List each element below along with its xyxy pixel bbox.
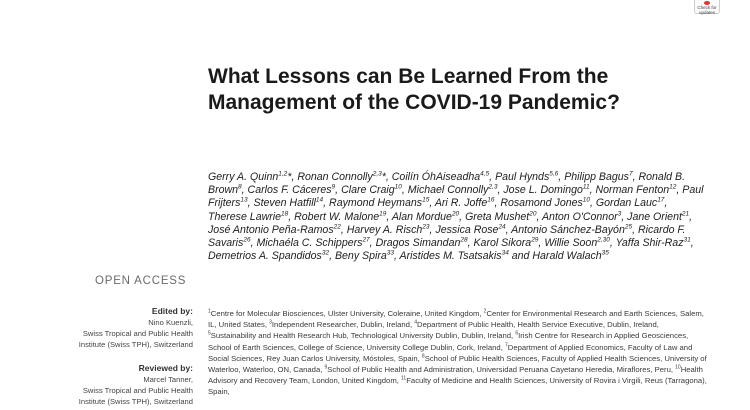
author-name[interactable]: José Antonio Peña-Ramos	[208, 223, 334, 236]
author-name[interactable]: Yaffa Shir-Raz	[615, 237, 684, 250]
author-name[interactable]: Beny Spira	[334, 250, 387, 263]
author-name[interactable]: Philipp Bagus	[564, 171, 629, 183]
author-affiliation-ref: 5,6	[549, 170, 559, 178]
affiliation-number: 6	[515, 330, 519, 337]
reviewer-institution-line-2: Institute (Swiss TPH), Switzerland	[78, 397, 193, 407]
author-affiliation-ref: 20	[529, 210, 537, 218]
affiliation-text: Department of Applied Economics, Faculty of Law and Social Sciences, Rey Juan Carlos University, Móstoles, Spain,	[208, 342, 693, 363]
author-affiliation-ref: 2,30	[597, 236, 610, 244]
affiliation-number: 8	[421, 353, 425, 360]
author-name[interactable]: Coilín ÓhAiseadha	[391, 171, 481, 183]
author-list: Gerry A. Quinn$^{1,2}$*, Ronan Connolly$^{2,3}$*, Coilín ÓhAiseadha$^{4,5}$, Paul Hynds$^{5,6}$, Philipp Bagus$^7$, Ronald B. Brown$^8$, Carlos F. Cáceres$^9$, Clare Craig$^{10}$, Michael Connolly$^{2,3}$, Jose L. Domingo$^{11}$, Norman Fenton$^{12}$, Paul Frijters$^{13}$, Steven Hatfill$^{14}$, Raymond Heymans$^{15}$, Ari R. Joffe$^{16}$, Rosamond Jones$^{10}$, Gordan Lauc$^{17}$, Therese Lawrie$^{18}$, Robert W. Malone$^{19}$, Alan Mordue$^{20}$, Greta Mushet$^{20}$, Anton O'Connor$^3$, Jane Orient$^{21}$, José Antonio Peña-Ramos$^{22}$, Harvey A. Risch$^{23}$, Jessica Rose$^{24}$, Antonio Sánchez-Bayón$^{25}$, Ricardo F. Savaris$^{26}$, Michaéla C. Schippers$^{27}$, Dragos Simandan$^{28}$, Karol Sikora$^{29}$, Willie Soon$^{2,30}$, Yaffa Shir-Raz$^{31}$, Demetrios A. Spandidos$^{32}$, Beny Spira$^{33}$, Aristides M. Tsatsakis$^{34}$ and Harald Walach$^{35}$	[208, 170, 704, 263]
author-affiliation-ref: 16	[487, 196, 495, 204]
author-name[interactable]: Raymond Heymans	[329, 197, 423, 210]
editor-institution-line-1: Swiss Tropical and Public Health	[82, 329, 193, 339]
author-affiliation-ref: 9	[331, 183, 336, 191]
author-affiliation-ref: 17	[657, 196, 665, 204]
author-affiliation-ref: 2,3	[488, 183, 498, 191]
author-name[interactable]: Paul Frijters	[208, 184, 704, 210]
author-name[interactable]: Greta Mushet	[465, 210, 530, 223]
editor-institution-line-2: Institute (Swiss TPH), Switzerland	[78, 340, 193, 350]
author-name[interactable]: Clare Craig	[341, 184, 395, 197]
author-affiliation-ref: 12	[669, 183, 677, 191]
author-affiliation-ref: 20	[451, 210, 460, 218]
author-name[interactable]: Aristides M. Tsatsakis	[399, 250, 502, 263]
author-affiliation-ref: 18	[281, 210, 289, 218]
check-for-updates-badge[interactable]	[694, 0, 720, 14]
author-name[interactable]: Michael Connolly	[407, 184, 489, 197]
affiliation-text: Sustainability and Health Research Hub, Technological University Dublin, Dublin, Ireland,	[210, 331, 514, 341]
affiliation-number: 7	[504, 342, 508, 349]
author-affiliation-ref: 2,3	[372, 170, 382, 178]
author-affiliation-ref: 15	[422, 196, 430, 204]
author-name[interactable]: Dragos Simandan	[375, 237, 461, 250]
author-name[interactable]: Steven Hatfill	[253, 197, 316, 210]
reviewer-name[interactable]: Marcel Tanner,	[143, 375, 193, 384]
author-affiliation-ref: 34	[501, 249, 509, 257]
author-name[interactable]: Ronald B. Brown	[208, 171, 686, 197]
affiliation-number: 4	[414, 319, 418, 326]
reviewer-institution-line-1: Swiss Tropical and Public Health	[82, 386, 193, 396]
author-affiliation-ref: 27	[362, 236, 370, 244]
author-affiliation-ref: 25	[624, 223, 633, 231]
author-name[interactable]: Gerry A. Quinn	[208, 171, 279, 183]
author-name[interactable]: Robert W. Malone	[294, 210, 380, 223]
author-affiliation-ref: 7	[628, 170, 633, 178]
affiliations	[208, 308, 708, 398]
affiliation-text: Center for Environmental Research and Earth Sciences, Salem, IL, United States,	[208, 309, 704, 330]
affiliation-text: School of Public Health and Administration, Universidad Peruana Cayetano Heredia, Miraflores, Peru,	[327, 365, 673, 375]
reviewed-by-block	[20, 362, 193, 408]
author-affiliation-ref: 28	[460, 236, 468, 244]
affiliation-number: 2	[483, 308, 487, 315]
editor-name[interactable]: Nino Kuenzli,	[148, 318, 193, 327]
author-affiliation-ref: 26	[243, 236, 251, 244]
author-name[interactable]: Jane Orient	[627, 210, 682, 223]
author-name[interactable]: Gordan Lauc	[595, 197, 658, 210]
author-affiliation-ref: 1,2	[278, 170, 288, 178]
author-name[interactable]: Ari R. Joffe	[434, 197, 488, 210]
author-name[interactable]: Rosamond Jones	[500, 197, 583, 210]
badge-text: Check for updates	[697, 5, 717, 15]
author-affiliation-ref: 13	[240, 196, 248, 204]
author-name[interactable]: Carlos F. Cáceres	[247, 184, 332, 197]
author-affiliation-ref: 24	[498, 223, 506, 231]
author-affiliation-ref: 10	[394, 183, 402, 191]
affiliation-text: Irish Centre for Research in Applied Geosciences, School of Earth Sciences, College of Science, University College Dublin, Cork, Ireland,	[208, 331, 689, 352]
reviewed-by-heading: Reviewed by:	[138, 363, 193, 373]
author-name[interactable]: Norman Fenton	[595, 184, 670, 197]
corresponding-author-mark: *	[381, 171, 386, 183]
author-affiliation-ref: 23	[422, 223, 430, 231]
author-name[interactable]: Michaéla C. Schippers	[256, 237, 363, 250]
author-name[interactable]: Harald Walach	[532, 250, 602, 263]
affiliation-text: Faculty of Medicine and Health Sciences, University of Rovira i Virgili, Reus (Tarragona), Spain,	[208, 376, 707, 397]
and-connector: and	[508, 250, 533, 263]
affiliation-text: School of Public Health Sciences, Faculty of Applied Health Sciences, University of Waterloo, Waterloo, ON, Canada,	[208, 353, 707, 375]
author-name[interactable]: Therese Lawrie	[208, 210, 282, 223]
author-affiliation-ref: 19	[379, 210, 387, 218]
affiliation-number: 10	[675, 364, 681, 371]
affiliation-text: Health Advisory and Recovery Team, London, United Kingdom,	[208, 365, 703, 386]
author-affiliation-ref: 14	[315, 196, 324, 204]
author-name[interactable]: Jessica Rose	[435, 223, 499, 236]
author-affiliation-ref: 32	[321, 249, 330, 257]
author-affiliation-ref: 10	[582, 196, 591, 204]
author-affiliation-ref: 31	[683, 236, 691, 244]
author-name[interactable]: Karol Sikora	[473, 237, 532, 250]
author-name[interactable]: Paul Hynds	[495, 171, 550, 183]
author-name[interactable]: Alan Mordue	[391, 210, 452, 223]
author-name[interactable]: Ricardo F. Savaris	[208, 223, 686, 250]
affiliation-number: 11	[401, 375, 407, 382]
author-name[interactable]: Antonio Sánchez-Bayón	[511, 223, 625, 236]
author-affiliation-ref: 11	[582, 183, 590, 191]
author-affiliation-ref: 21	[681, 210, 690, 218]
edited-by-block	[20, 305, 193, 351]
author-name[interactable]: Willie Soon	[544, 237, 598, 250]
author-affiliation-ref: 22	[333, 223, 341, 231]
affiliation-number: 9	[324, 364, 328, 371]
author-name[interactable]: Ronan Connolly	[297, 171, 373, 183]
author-affiliation-ref: 4,5	[480, 170, 490, 178]
author-name[interactable]: Harvey A. Risch	[346, 223, 423, 236]
author-affiliation-ref: 3	[617, 210, 622, 218]
affiliation-number: 1	[208, 308, 211, 315]
affiliation-number: 5	[208, 330, 211, 337]
affiliation-text: Centre for Molecular Biosciences, Ulster University, Coleraine, United Kingdom,	[210, 309, 482, 318]
corresponding-author-mark: *	[287, 171, 292, 183]
edited-by-heading: Edited by:	[151, 306, 193, 316]
author-name[interactable]: Demetrios A. Spandidos	[208, 250, 322, 263]
author-affiliation-ref: 29	[531, 236, 539, 244]
affiliation-text: Department of Public Health, Health Service Executive, Dublin, Ireland,	[417, 320, 659, 330]
author-name[interactable]: Jose L. Domingo	[503, 184, 583, 197]
affiliation-text: Independent Researcher, Dublin, Ireland,	[271, 320, 413, 330]
affiliation-number: 3	[269, 319, 272, 326]
author-name[interactable]: Anton O'Connor	[541, 210, 618, 223]
article-title: What Lessons can Be Learned From the Management of the COVID-19 Pandemic?	[208, 65, 620, 114]
author-affiliation-ref: 33	[386, 249, 395, 257]
open-access-label: OPEN ACCESS	[95, 275, 187, 287]
author-affiliation-ref: 35	[601, 249, 609, 257]
author-affiliation-ref: 8	[238, 183, 242, 191]
